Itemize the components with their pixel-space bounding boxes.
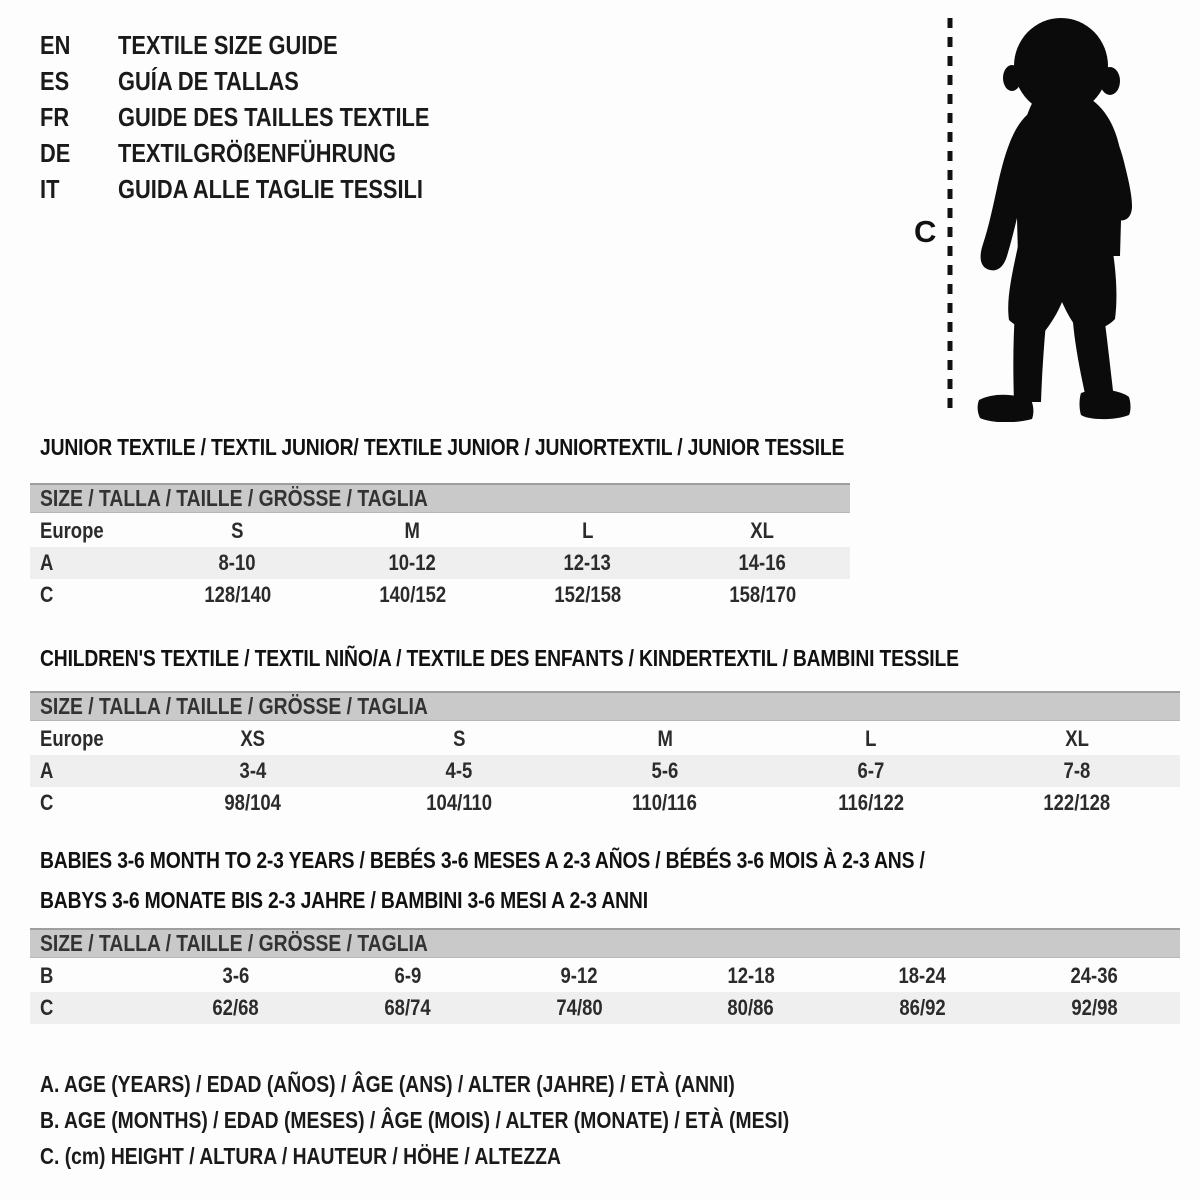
table-cell: 3-4 [150, 755, 356, 787]
table-cell: 98/104 [224, 790, 282, 815]
children-section-title: CHILDREN'S TEXTILE / TEXTIL NIÑO/A / TEXTILE DES ENFANTS / KINDERTEXTIL / BAMBINI TESSILE [40, 645, 959, 671]
table-cell: L [581, 518, 594, 543]
table-cell: 3-6 [222, 963, 250, 988]
junior-table [30, 515, 850, 611]
height-measure-figure [890, 10, 1150, 422]
language-row-fr [40, 99, 489, 135]
table-cell: 6-9 [394, 963, 421, 988]
table-cell: 128/140 [204, 582, 271, 607]
junior-table-section [30, 483, 850, 611]
language-row-en [40, 27, 489, 63]
language-title: TEXTILGRÖßENFÜHRUNG [118, 137, 396, 168]
language-code: EN [40, 29, 71, 60]
junior-section-title: JUNIOR TEXTILE / TEXTIL JUNIOR/ TEXTILE JUNIOR / JUNIORTEXTIL / JUNIOR TESSILE [40, 434, 845, 460]
table-row [30, 547, 850, 579]
table-cell: 158/170 [729, 582, 796, 607]
table-cell: 12-18 [727, 963, 775, 988]
row-label-cell: C [30, 992, 150, 1024]
table-cell: 7-8 [974, 755, 1180, 787]
table-row [30, 992, 1180, 1024]
table-row [30, 579, 850, 611]
table-cell: M [404, 518, 421, 543]
row-label-cell: Europe [40, 518, 104, 543]
table-row [30, 723, 1180, 755]
table-cell: 140/152 [379, 582, 446, 607]
table-cell: 92/98 [1008, 992, 1180, 1024]
table-cell: 6-7 [768, 755, 974, 787]
language-code: IT [40, 173, 60, 204]
language-row-de [40, 135, 489, 171]
table-cell: XL [1065, 726, 1089, 751]
row-label-cell: C [40, 790, 54, 815]
table-cell: M [657, 726, 673, 751]
table-cell: 80/86 [665, 992, 837, 1024]
language-row-es [40, 63, 489, 99]
table-row [30, 960, 1180, 992]
table-cell: XL [750, 518, 775, 543]
language-code: DE [40, 137, 71, 168]
table-cell: L [865, 726, 877, 751]
language-title: TEXTILE SIZE GUIDE [118, 29, 338, 60]
row-label-cell: C [40, 582, 54, 607]
babies-section-title-line2: BABYS 3-6 MONATE BIS 2-3 JAHRE / BAMBINI 3-6 MESI A 2-3 ANNI [40, 887, 648, 913]
language-title: GUÍA DE TALLAS [118, 65, 299, 96]
children-table-section [30, 691, 1180, 819]
table-cell: 24-36 [1070, 963, 1118, 988]
legend-block [40, 1066, 932, 1174]
legend-line-a: A. AGE (YEARS) / EDAD (AÑOS) / ÂGE (ANS) / ALTER (JAHRE) / ETÀ (ANNI) [40, 1070, 735, 1097]
row-label-cell: A [30, 547, 150, 579]
row-label-cell: Europe [40, 726, 104, 751]
babies-table [30, 960, 1180, 1024]
table-cell: 8-10 [150, 547, 325, 579]
table-cell: 62/68 [150, 992, 322, 1024]
language-code: ES [40, 65, 70, 96]
table-cell: XS [240, 726, 266, 751]
table-cell: 110/116 [632, 790, 698, 815]
table-cell: 9-12 [560, 963, 598, 988]
table-cell: 10-12 [325, 547, 500, 579]
language-title-block [40, 27, 489, 207]
size-header-bar: SIZE / TALLA / TAILLE / GRÖSSE / TAGLIA [30, 928, 1180, 958]
language-title: GUIDA ALLE TAGLIE TESSILI [118, 173, 423, 204]
table-cell: 14-16 [675, 547, 850, 579]
table-row [30, 755, 1180, 787]
language-title: GUIDE DES TAILLES TEXTILE [118, 101, 430, 132]
table-cell: 152/158 [554, 582, 621, 607]
table-cell: 5-6 [562, 755, 768, 787]
table-cell: 68/74 [322, 992, 494, 1024]
babies-table-section [30, 928, 1180, 1024]
row-label-cell: B [40, 963, 54, 988]
measure-label-c: C [914, 214, 937, 249]
language-code: FR [40, 101, 70, 132]
legend-line-b: B. AGE (MONTHS) / EDAD (MESES) / ÂGE (MOIS) / ALTER (MONATE) / ETÀ (MESI) [40, 1106, 790, 1133]
row-label-cell: A [30, 755, 150, 787]
table-cell: 86/92 [837, 992, 1009, 1024]
table-row [30, 515, 850, 547]
legend-line-c: C. (cm) HEIGHT / ALTURA / HAUTEUR / HÖHE / ALTEZZA [40, 1142, 561, 1169]
table-cell: 74/80 [493, 992, 665, 1024]
table-cell: 104/110 [426, 790, 492, 815]
babies-section-title-line1: BABIES 3-6 MONTH TO 2-3 YEARS / BEBÉS 3-6 MESES A 2-3 AÑOS / BÉBÉS 3-6 MOIS À 2-3 ANS / [40, 847, 925, 873]
size-header-bar: SIZE / TALLA / TAILLE / GRÖSSE / TAGLIA [30, 483, 850, 513]
table-cell: 122/128 [1043, 790, 1111, 815]
table-row [30, 787, 1180, 819]
table-cell: S [452, 726, 466, 751]
table-cell: 116/122 [838, 790, 904, 815]
table-cell: S [231, 518, 244, 543]
size-header-bar: SIZE / TALLA / TAILLE / GRÖSSE / TAGLIA [30, 691, 1180, 721]
children-table [30, 723, 1180, 819]
table-cell: 18-24 [898, 963, 947, 988]
language-row-it [40, 171, 489, 207]
toddler-silhouette-icon [978, 18, 1132, 422]
table-cell: 12-13 [500, 547, 675, 579]
table-cell: 4-5 [356, 755, 562, 787]
